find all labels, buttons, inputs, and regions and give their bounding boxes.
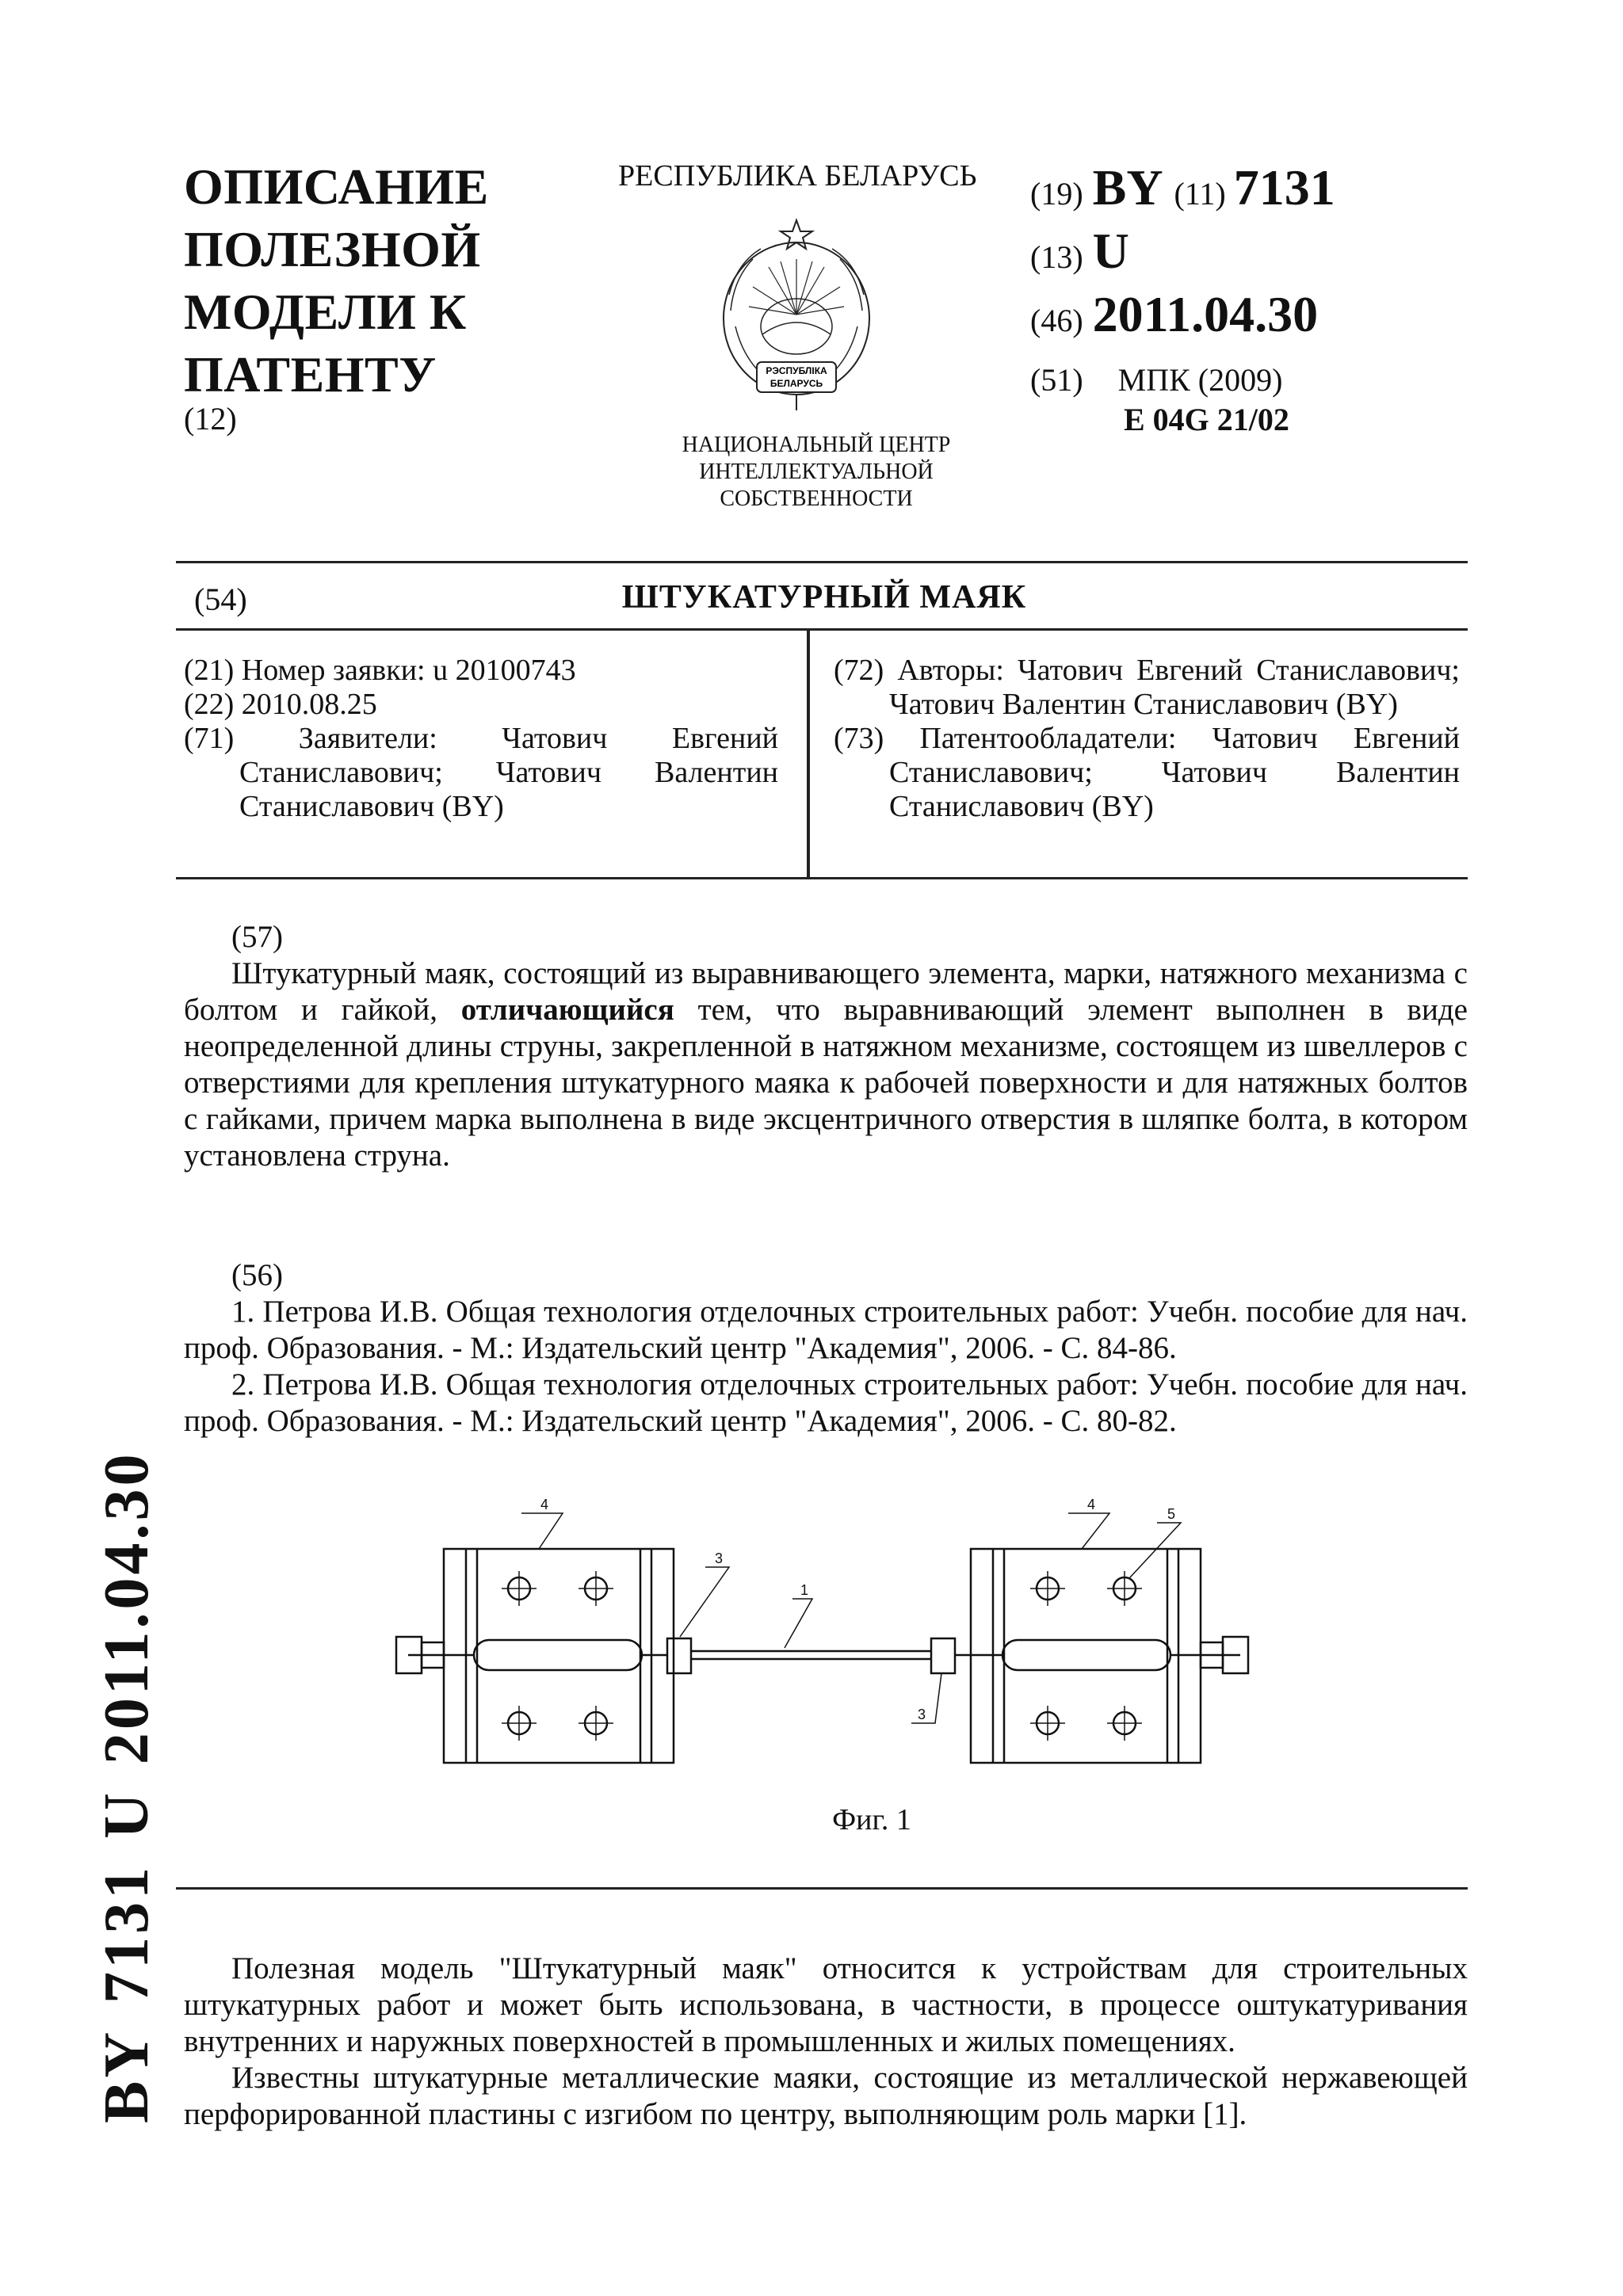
- invention-title: ШТУКАТУРНЫЙ МАЯК: [621, 579, 1027, 616]
- divider: [176, 628, 1468, 631]
- right-inner-nut: [931, 1638, 955, 1673]
- right-slot: [1002, 1640, 1170, 1670]
- code-51: (51): [1030, 362, 1083, 398]
- claim-text-part: Штукатурный маяк, состоящий из выравнивающего элемента, марки, натяжного механизма с болтом и гайкой,: [184, 956, 1468, 1027]
- mounting-holes: [508, 1577, 1136, 1734]
- emblem-text: РЭСПУБЛІКА: [766, 365, 827, 376]
- figure-label-4: 4: [1087, 1497, 1096, 1512]
- title-line: ОПИСАНИЕ: [184, 158, 489, 215]
- code-57: (57): [231, 920, 283, 954]
- biblio-item: (73) Патентообладатели: Чатович Евгений Станиславович; Чатович Валентин Станиславович (BY): [834, 722, 1460, 823]
- document-title: [184, 155, 596, 406]
- biblio-right: [834, 654, 1460, 824]
- divider: [176, 1887, 1468, 1890]
- center-line: СОБСТВЕННОСТИ: [720, 486, 913, 511]
- republic-label: РЕСПУБЛИКА БЕЛАРУСЬ: [618, 159, 977, 193]
- body-paragraph: Известны штукатурные металлические маяки, состоящие из металлической нержавеющей перфорированной пластины с изгибом по центру, выполняющим роль марки [1].: [184, 2061, 1468, 2131]
- left-inner-nut: [667, 1638, 691, 1673]
- claim-keyword: отличающийся: [460, 993, 674, 1027]
- claim-section: [184, 919, 1468, 1174]
- title-line: МОДЕЛИ К: [184, 284, 467, 340]
- references-section: [184, 1257, 1468, 1440]
- description-body: [184, 1951, 1468, 2133]
- ipc-code: E 04G 21/02: [1124, 402, 1289, 437]
- side-date: 2011.04.30: [92, 1451, 162, 1765]
- code-54: (54): [194, 582, 247, 617]
- claim-text: [184, 955, 1468, 1174]
- kind-code: U: [1092, 223, 1129, 279]
- code-56: (56): [231, 1258, 283, 1292]
- code-46: (46): [1030, 303, 1083, 338]
- figure-label-5: 5: [1167, 1506, 1176, 1522]
- claim-text-part: тем, что выравнивающий элемент выполнен в виде неопределенной длины струны, закрепленной в натяжном механизме, состоящем из швеллеров с отверстиями для крепления штукатурного маяка к рабочей поверхности и для натяжных болтов с гайками, причем марка выполнена в виде эксцентричного отверстия в шляпке болта, в котором установлена струна.: [184, 993, 1468, 1173]
- left-channel: [444, 1549, 674, 1763]
- side-kind: U: [92, 1790, 162, 1839]
- body-paragraph: Полезная модель "Штукатурный маяк" относится к устройствам для строительных штукатурных работ и может быть использована, в частности, в процессе оштукатуривания внутренних и наружных поверхностей в промышленных и жилых помещениях.: [184, 1951, 1468, 2058]
- emblem-text: БЕЛАРУСЬ: [769, 378, 823, 389]
- reference-item: 2. Петрова И.В. Общая технология отделочных строительных работ: Учебн. пособие для нач. проф. Образования. - М.: Издательский центр "Академия", 2006. - С. 80-82.: [184, 1367, 1468, 1438]
- reference-item: 1. Петрова И.В. Общая технология отделочных строительных работ: Учебн. пособие для нач. проф. Образования. - М.: Издательский центр "Академия", 2006. - С. 84-86.: [184, 1295, 1468, 1365]
- title-line: ПАТЕНТУ: [184, 346, 437, 402]
- figure-caption: Фиг. 1: [832, 1803, 911, 1836]
- publication-date: 2011.04.30: [1092, 286, 1319, 342]
- biblio-item: (72) Авторы: Чатович Евгений Станиславович; Чатович Валентин Станиславович (BY): [834, 654, 1460, 721]
- divider: [176, 561, 1468, 563]
- right-channel: [971, 1549, 1201, 1763]
- side-number: 7131: [92, 1863, 162, 2004]
- biblio-left: [184, 654, 778, 824]
- side-publication-label: [91, 1425, 163, 2123]
- figure-label-1: 1: [800, 1582, 809, 1598]
- country-code: BY: [1092, 159, 1163, 215]
- code-13: (13): [1030, 239, 1083, 275]
- side-country: BY: [92, 2028, 162, 2123]
- figure-label-3: 3: [715, 1550, 724, 1566]
- code-11: (11): [1174, 176, 1226, 212]
- ipc-label: МПК (2009): [1117, 362, 1283, 398]
- title-line: ПОЛЕЗНОЙ: [184, 221, 481, 277]
- biblio-item: (22) 2010.08.25: [184, 688, 377, 721]
- biblio-item: (21) Номер заявки: u 20100743: [184, 654, 576, 687]
- center-line: НАЦИОНАЛЬНЫЙ ЦЕНТР: [682, 433, 951, 457]
- center-line: ИНТЕЛЛЕКТУАЛЬНОЙ: [699, 460, 934, 484]
- code-12: (12): [184, 401, 237, 437]
- divider: [176, 877, 1468, 879]
- figure-label-4: 4: [540, 1497, 549, 1512]
- figure-1-drawing: [372, 1482, 1276, 1775]
- figure-label-3: 3: [918, 1707, 926, 1722]
- left-slot: [474, 1640, 642, 1670]
- column-divider: [807, 630, 810, 877]
- state-emblem-icon: [713, 215, 880, 414]
- patent-number: 7131: [1233, 159, 1335, 215]
- code-19: (19): [1030, 176, 1083, 212]
- national-center-label: [618, 432, 1014, 513]
- biblio-item: (71) Заявители: Чатович Евгений Станиславович; Чатович Валентин Станиславович (BY): [184, 722, 778, 823]
